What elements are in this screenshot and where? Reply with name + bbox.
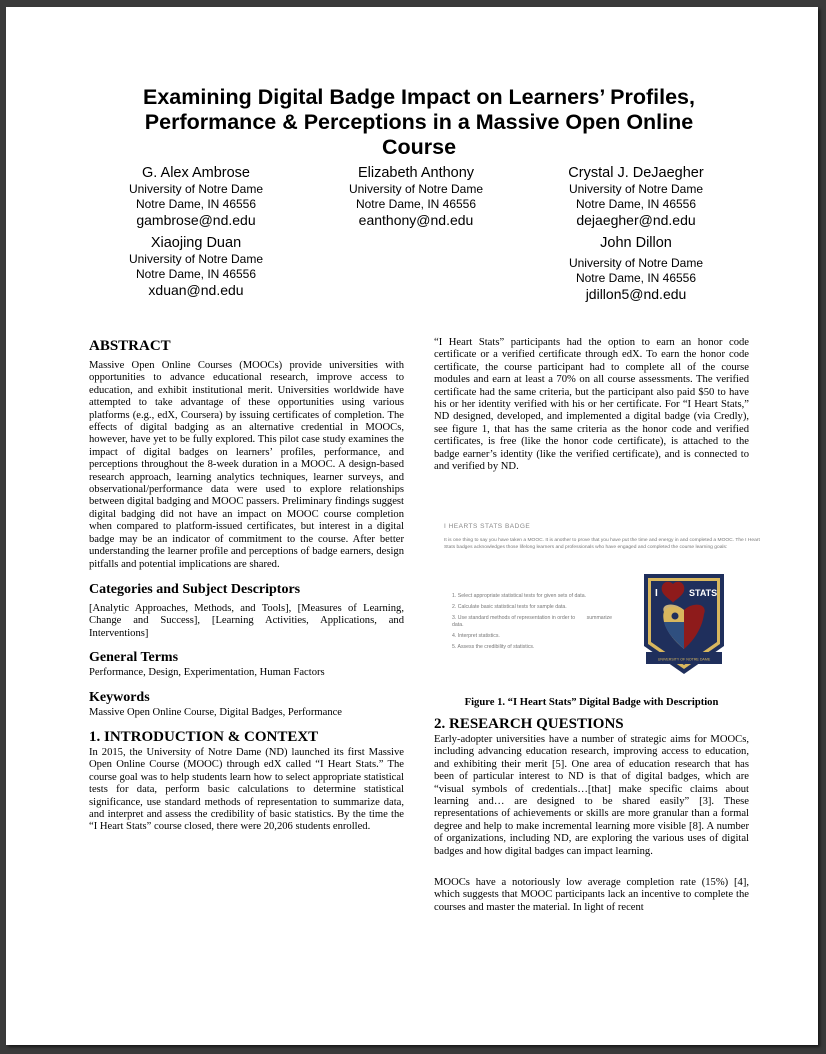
list-item: 3. Use standard methods of representation in order to summarize data.: [452, 615, 613, 629]
research-text-1: Early-adopter universities have a number of strategic aims for MOOCs, including advancing education research, improving access to education, and exhibiting their merit [5]. One area of education research that has been of particular interest to ND is that of digital badges, which are “visual symbols of credentials…[that] make specific claims about learning and… are designed to be shared easily” [3]. These representations of achievements or skills are more granular than a formal degree and help to make incremental learning more visible [8]. A number of organizations, including ND, are exploring the various uses of digital badges and how digital badges can impact learning.: [434, 734, 749, 857]
author-name: Xiaojing Duan: [150, 235, 242, 251]
right-column: [434, 337, 749, 473]
general-terms-text: Performance, Design, Experimentation, Human Factors: [89, 667, 325, 679]
author-name: John Dillon: [600, 235, 672, 251]
author-email: jdillon5@nd.edu: [585, 286, 687, 302]
research-section: [434, 716, 749, 914]
author-city: Notre Dame, IN 46556: [575, 197, 697, 211]
author-name: Crystal J. DeJaegher: [568, 165, 704, 181]
author-affiliation: University of Notre Dame: [568, 256, 704, 270]
list-item: 2. Calculate basic statistical tests for sample data.: [452, 604, 567, 610]
paper-title: [6, 85, 818, 160]
author-block: [526, 234, 746, 303]
author-email: xduan@nd.edu: [148, 282, 244, 298]
author-city: Notre Dame, IN 46556: [575, 271, 697, 285]
author-block: [306, 164, 526, 229]
author-name: Elizabeth Anthony: [357, 165, 475, 181]
title-line: Performance & Perceptions in a Massive Open Online: [144, 110, 694, 134]
abstract-heading: ABSTRACT: [89, 338, 171, 354]
keywords-heading: Keywords: [89, 689, 150, 705]
research-text-2: MOOCs have a notoriously low average completion rate (15%) [4], which suggests that MOOC participants lack an incentive to complete the courses and master the material. In light of recent: [434, 877, 749, 913]
author-affiliation: University of Notre Dame: [348, 182, 484, 196]
figure-intro-text: It is one thing to say you have taken a MOOC. It is another to prove that you have put the time and energy in and completed a MOOC. The I Heart Stats badges acknowledges those lifelong learners and professionals who have engaged and completed the course learning goals:: [444, 538, 760, 550]
author-affiliation: University of Notre Dame: [128, 252, 264, 266]
figure-heading: I HEARTS STATS BADGE: [444, 523, 531, 530]
categories-text: [Analytic Approaches, Methods, and Tools], [Measures of Learning, Change and Success], [Learning Activities, Applications, and Interventions]: [89, 602, 404, 639]
list-item: 5. Assess the credibility of statistics.: [452, 644, 535, 651]
title-line: Course: [381, 135, 457, 159]
general-terms-heading: General Terms: [89, 650, 179, 666]
author-city: Notre Dame, IN 46556: [355, 197, 477, 211]
badge-letter-i: I: [655, 588, 658, 599]
badge-figure: [434, 519, 764, 684]
author-block: [86, 164, 306, 229]
author-email: gambrose@nd.edu: [136, 212, 256, 228]
list-item: 1. Select appropriate statistical tests for given sets of data.: [452, 593, 587, 599]
left-column: [89, 335, 404, 834]
learning-goals-list: [452, 593, 622, 655]
intro-text: In 2015, the University of Notre Dame (ND) launched its first Massive Open Online Course (MOOC) through edX called “I Heart Stats.” The course goal was to help students learn how to select appropriate statistical tests for data, perform basic calculations to determine statistical significance, use standard methods of representation to summarize data, and interpret and assess the credibility of basic statistics. By the time the “I Heart Stats” course closed, there were 20,206 students enrolled.: [89, 746, 404, 833]
badge-stats-label: STATS: [689, 588, 718, 598]
intro-heading: 1. INTRODUCTION & CONTEXT: [89, 728, 319, 745]
certificate-paragraph: “I Heart Stats” participants had the option to earn an honor code certificate or a verified certificate through edX. To earn the honor code certificate, the course participant had to complete all of the course modules and earn at least a 70% on all course assessments. The verified certificate had the same criteria, but the participant also paid $50 to have his or her identity verified with his or her certificate. For “I Heart Stats,” ND designed, developed, and implemented a digital badge (via Credly), see figure 1, that has the same criteria as the honor code and verified certificates, is free (like the honor code certificate), is attached to the badge earner’s identity (like the verified certificate), and is connected to and verified by ND.: [434, 337, 749, 473]
abstract-text: Massive Open Online Courses (MOOCs) provide universities with opportunities to advance educational research, improve access to education, and exhibit institutional merit. Universities worldwide have attempted to take advantage of these opportunities using various platforms (e.g., edX, Coursera) by issuing certificates of completion. The effects of digital badging as an alternative credential in MOOCs, however, have yet to be fully explored. This pilot case study examines the impact of digital badges on learners’ profiles, performance, and perceptions throughout the 8-week duration in a MOOC. A design-based research approach, learning analytics techniques, learner surveys, and observational/performance data were used to explore relationships between digital badging and MOOC passers. Preliminary findings suggest digital badging did not have an impact on MOOC course completion when compared to platform-issued certificates, but interest in a digital badge may be an indicator of commitment to the course. After better understanding the learner profile and perceptions of badge earners, design pitfalls and potential implications are shared.: [89, 360, 404, 570]
keywords-text: Massive Open Online Course, Digital Badges, Performance: [89, 706, 343, 718]
badge-ribbon-text: UNIVERSITY OF NOTRE DAME: [657, 657, 711, 662]
author-email: eanthony@nd.edu: [358, 212, 474, 228]
paper-page: [6, 7, 818, 1045]
author-affiliation: University of Notre Dame: [128, 182, 264, 196]
author-name: G. Alex Ambrose: [142, 165, 250, 181]
research-heading: 2. RESEARCH QUESTIONS: [434, 716, 624, 732]
author-block: [86, 234, 306, 299]
title-line: Examining Digital Badge Impact on Learners’ Profiles,: [143, 85, 695, 109]
figure-caption: Figure 1. “I Heart Stats” Digital Badge with Description: [464, 697, 719, 708]
list-item: 4. Interpret statistics.: [452, 633, 500, 640]
categories-heading: Categories and Subject Descriptors: [89, 581, 301, 597]
author-affiliation: University of Notre Dame: [568, 182, 704, 196]
i-heart-stats-badge-icon: [640, 570, 728, 678]
author-block: [526, 164, 746, 229]
author-city: Notre Dame, IN 46556: [135, 267, 257, 281]
author-city: Notre Dame, IN 46556: [135, 197, 257, 211]
author-email: dejaegher@nd.edu: [576, 212, 696, 228]
